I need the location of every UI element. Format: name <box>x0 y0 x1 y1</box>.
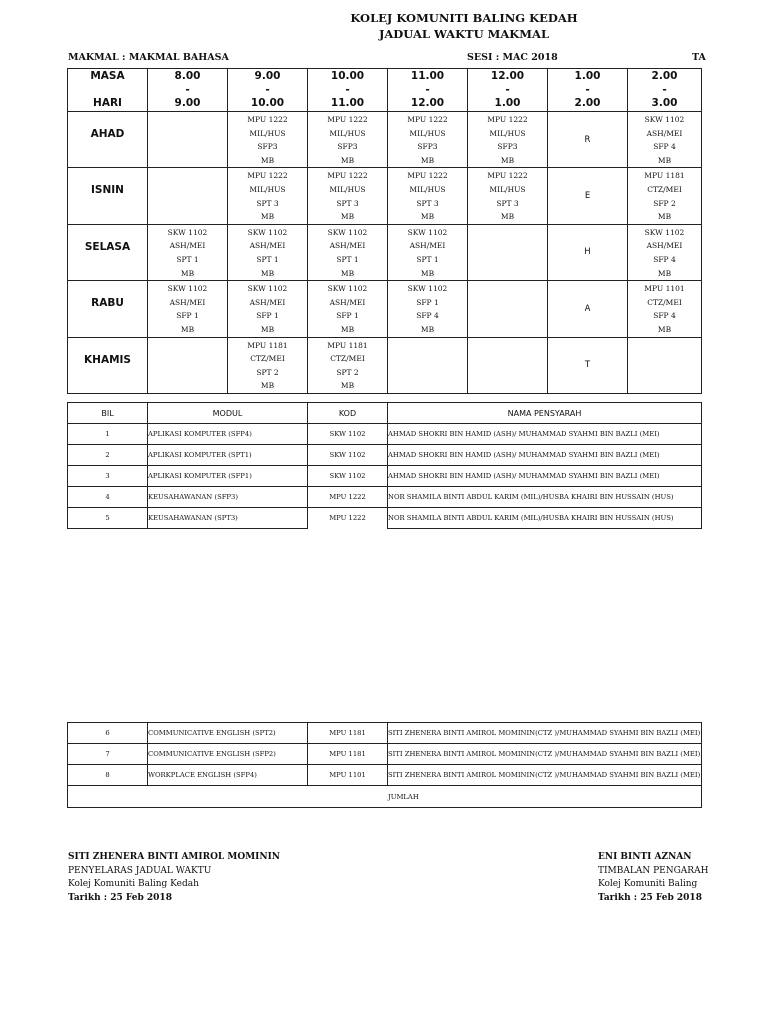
class-slot <box>388 281 468 337</box>
slot-line: SFP3 <box>257 142 278 152</box>
slot-line: SPT 3 <box>416 198 439 208</box>
slot-line: MIL/HUS <box>409 128 446 138</box>
jumlah-row <box>68 786 702 808</box>
slot-line: SPT 3 <box>496 198 519 208</box>
class-slot <box>228 168 308 224</box>
slot-line: SKW 1102 <box>327 284 368 294</box>
signer-role: TIMBALAN PENGARAH <box>598 865 709 876</box>
kod-cell: MPU 1222 <box>308 508 388 529</box>
time-start: 10.00 <box>330 70 365 82</box>
nama-cell: AHMAD SHOKRI BIN HAMID (ASH)/ MUHAMMAD SYAHMI BIN BAZLI (MEI) <box>388 445 702 466</box>
slot-line: MB <box>420 324 435 334</box>
nama-cell: NOR SHAMILA BINTI ABDUL KARIM (MIL)/HUSBA KHAIRI BIN HUSSAIN (HUS) <box>388 508 702 529</box>
slot-line: MB <box>657 155 672 165</box>
day-label: ISNIN <box>68 168 148 224</box>
nama-cell: AHMAD SHOKRI BIN HAMID (ASH)/ MUHAMMAD SYAHMI BIN BAZLI (MEI) <box>388 466 702 487</box>
nama-cell: NOR SHAMILA BINTI ABDUL KARIM (MIL)/HUSBA KHAIRI BIN HUSSAIN (HUS) <box>388 487 702 508</box>
bil-cell: 6 <box>68 723 148 744</box>
slot-line: SKW 1102 <box>247 227 288 237</box>
bil-cell: 4 <box>68 487 148 508</box>
time-dash: - <box>345 84 350 96</box>
modul-cell: COMMUNICATIVE ENGLISH (SPT2) <box>148 723 308 744</box>
nama-header: NAMA PENSYARAH <box>388 403 702 424</box>
slot-line: SKW 1102 <box>327 227 368 237</box>
modul-cell: KEUSAHAWANAN (SPT3) <box>148 508 308 529</box>
slot-line: MPU 1222 <box>327 171 368 181</box>
slot-line: SFP 1 <box>256 311 279 321</box>
time-slot-header <box>308 69 388 112</box>
slot-line: MIL/HUS <box>329 128 366 138</box>
slot-line: MPU 1222 <box>487 115 528 124</box>
signature-right <box>598 851 768 905</box>
slot-line: SFP 1 <box>176 311 199 321</box>
slot-line: MB <box>657 268 672 278</box>
class-slot <box>388 224 468 280</box>
class-slot <box>388 168 468 224</box>
slot-line: ASH/MEI <box>409 241 446 251</box>
slot-line: MPU 1222 <box>327 115 368 124</box>
day-row <box>68 281 702 337</box>
slot-line: SFP 4 <box>653 254 676 264</box>
time-header-row <box>68 69 702 112</box>
slot-line: ASH/MEI <box>646 128 683 138</box>
slot-line: ASH/MEI <box>249 297 286 307</box>
college-title: KOLEJ KOMUNITI BALING KEDAH <box>350 11 578 25</box>
signer-name: ENI BINTI AZNAN <box>598 852 692 862</box>
class-slot <box>308 112 388 168</box>
class-slot <box>628 337 702 393</box>
time-slot-header <box>148 69 228 112</box>
makmal-label: MAKMAL : MAKMAL BAHASA <box>68 52 229 63</box>
slot-line: SFP3 <box>337 142 358 152</box>
time-slot-header <box>228 69 308 112</box>
timetable <box>67 68 702 394</box>
masa-hari-header <box>68 69 148 112</box>
slot-line: SPT 2 <box>336 367 359 377</box>
slot-line: SFP3 <box>417 142 438 152</box>
slot-line: MIL/HUS <box>489 128 526 138</box>
slot-line: MIL/HUS <box>249 128 286 138</box>
bil-header: BIL <box>68 403 148 424</box>
slot-line: MB <box>657 212 672 222</box>
signer-org: Kolej Komuniti Baling Kedah <box>68 879 199 889</box>
kod-cell: MPU 1222 <box>308 487 388 508</box>
nama-cell: SITI ZHENERA BINTI AMIROL MOMININ(CTZ )/MUHAMMAD SYAHMI BIN BAZLI (MEI) <box>388 723 702 744</box>
slot-line: SPT 1 <box>256 254 279 264</box>
modul-cell: COMMUNICATIVE ENGLISH (SFP2) <box>148 744 308 765</box>
class-slot <box>468 112 548 168</box>
signature-left <box>68 851 280 905</box>
break-letter: H <box>548 224 628 280</box>
kod-cell: SKW 1102 <box>308 424 388 445</box>
class-slot <box>468 168 548 224</box>
table-row <box>68 508 702 529</box>
nama-cell: SITI ZHENERA BINTI AMIROL MOMININ(CTZ )/MUHAMMAD SYAHMI BIN BAZLI (MEI) <box>388 744 702 765</box>
class-slot <box>228 281 308 337</box>
time-start: 11.00 <box>410 70 445 82</box>
slot-line: SPT 2 <box>256 367 279 377</box>
slot-line: MB <box>420 155 435 165</box>
time-end: 10.00 <box>250 97 285 109</box>
time-start: 2.00 <box>651 70 678 82</box>
slot-line: MB <box>180 268 195 278</box>
header-spacer <box>68 84 147 96</box>
slot-line: CTZ/MEI <box>330 354 365 364</box>
modul-cell: APLIKASI KOMPUTER (SFP4) <box>148 424 308 445</box>
slot-line: MIL/HUS <box>329 184 366 194</box>
time-dash: - <box>425 84 430 96</box>
bil-cell: 1 <box>68 424 148 445</box>
class-slot <box>228 224 308 280</box>
table-row <box>68 445 702 466</box>
slot-line: ASH/MEI <box>646 241 683 251</box>
cut-off-label: TA <box>692 52 706 63</box>
slot-line: MIL/HUS <box>249 184 286 194</box>
class-slot <box>308 337 388 393</box>
masa-label: MASA <box>90 70 125 82</box>
time-end: 12.00 <box>410 97 445 109</box>
slot-line: MB <box>420 212 435 222</box>
slot-line: SPT 3 <box>256 198 279 208</box>
class-slot <box>148 337 228 393</box>
slot-line: MPU 1181 <box>644 171 685 181</box>
day-label: AHAD <box>68 112 148 168</box>
slot-line: MPU 1222 <box>247 115 288 124</box>
signer-role: PENYELARAS JADUAL WAKTU <box>68 865 212 876</box>
class-slot <box>228 337 308 393</box>
slot-line: MIL/HUS <box>409 184 446 194</box>
time-slot-header <box>388 69 468 112</box>
slot-line: SKW 1102 <box>167 284 208 294</box>
class-slot <box>308 224 388 280</box>
slot-line: SFP 2 <box>653 198 676 208</box>
class-slot <box>308 281 388 337</box>
break-letter: E <box>548 168 628 224</box>
slot-line: SFP3 <box>497 142 518 152</box>
slot-line: MB <box>260 212 275 222</box>
time-end: 2.00 <box>574 97 601 109</box>
time-end: 9.00 <box>174 97 201 109</box>
slot-line: MPU 1222 <box>407 171 448 181</box>
class-slot <box>148 112 228 168</box>
kod-cell: MPU 1181 <box>308 744 388 765</box>
bil-cell: 8 <box>68 765 148 786</box>
slot-line: SFP 4 <box>653 311 676 321</box>
hari-label: HARI <box>93 97 122 109</box>
nama-cell: AHMAD SHOKRI BIN HAMID (ASH)/ MUHAMMAD SYAHMI BIN BAZLI (MEI) <box>388 424 702 445</box>
class-slot <box>388 337 468 393</box>
modul-cell: APLIKASI KOMPUTER (SPT1) <box>148 445 308 466</box>
day-row <box>68 168 702 224</box>
slot-line: MPU 1181 <box>327 340 368 350</box>
kod-cell: MPU 1181 <box>308 723 388 744</box>
day-label: SELASA <box>68 224 148 280</box>
slot-line: SKW 1102 <box>644 227 685 237</box>
class-slot <box>468 281 548 337</box>
time-dash: - <box>185 84 190 96</box>
slot-line: CTZ/MEI <box>647 184 682 194</box>
table-row <box>68 723 702 744</box>
bil-cell: 7 <box>68 744 148 765</box>
slot-line: MB <box>500 155 515 165</box>
slot-line: ASH/MEI <box>329 297 366 307</box>
class-slot <box>468 224 548 280</box>
slot-line: SFP 1 <box>336 311 359 321</box>
slot-line: MB <box>340 381 355 391</box>
sesi-label: SESI : MAC 2018 <box>467 52 558 63</box>
slot-line: MB <box>260 324 275 334</box>
slot-line: MB <box>260 381 275 391</box>
slot-line: MPU 1222 <box>487 171 528 181</box>
slot-line: CTZ/MEI <box>250 354 285 364</box>
time-dash: - <box>662 84 667 96</box>
slot-line: SKW 1102 <box>167 227 208 237</box>
time-start: 8.00 <box>174 70 201 82</box>
subject-table-continued <box>67 722 702 808</box>
timetable-title: JADUAL WAKTU MAKMAL <box>378 27 550 41</box>
day-label: RABU <box>68 281 148 337</box>
bil-cell: 2 <box>68 445 148 466</box>
slot-line: SFP 1 <box>416 297 439 307</box>
bil-cell: 3 <box>68 466 148 487</box>
slot-line: SKW 1102 <box>247 284 288 294</box>
slot-line: ASH/MEI <box>329 241 366 251</box>
signer-org: Kolej Komuniti Baling <box>598 879 698 889</box>
time-start: 9.00 <box>254 70 281 82</box>
class-slot <box>628 112 702 168</box>
break-letter: T <box>548 337 628 393</box>
slot-line: SPT 1 <box>336 254 359 264</box>
slot-line: ASH/MEI <box>169 241 206 251</box>
slot-line: SPT 1 <box>416 254 439 264</box>
slot-line: SKW 1102 <box>407 284 448 294</box>
slot-line: MB <box>340 212 355 222</box>
class-slot <box>308 168 388 224</box>
subject-table-header <box>68 403 702 424</box>
time-end: 11.00 <box>330 97 365 109</box>
slot-line: MB <box>180 324 195 334</box>
day-label: KHAMIS <box>68 337 148 393</box>
class-slot <box>388 112 468 168</box>
day-row <box>68 112 702 168</box>
time-dash: - <box>505 84 510 96</box>
kod-header: KOD <box>308 403 388 424</box>
signer-name: SITI ZHENERA BINTI AMIROL MOMININ <box>68 852 281 862</box>
class-slot <box>628 281 702 337</box>
class-slot <box>148 168 228 224</box>
slot-line: SPT 1 <box>176 254 199 264</box>
time-slot-header <box>468 69 548 112</box>
slot-line: MPU 1181 <box>247 340 288 350</box>
slot-line: MB <box>657 324 672 334</box>
slot-line: MPU 1101 <box>644 284 685 294</box>
slot-line: SFP 4 <box>653 142 676 152</box>
time-dash: - <box>585 84 590 96</box>
slot-line: MB <box>500 212 515 222</box>
time-slot-header <box>548 69 628 112</box>
table-row <box>68 487 702 508</box>
slot-line: MB <box>340 155 355 165</box>
slot-line: MPU 1222 <box>407 115 448 124</box>
break-letter: R <box>548 112 628 168</box>
slot-line: SKW 1102 <box>644 115 685 124</box>
class-slot <box>148 224 228 280</box>
day-row <box>68 337 702 393</box>
time-end: 3.00 <box>651 97 678 109</box>
class-slot <box>628 168 702 224</box>
class-slot <box>228 112 308 168</box>
slot-line: SFP 4 <box>416 311 439 321</box>
kod-cell: SKW 1102 <box>308 445 388 466</box>
modul-header: MODUL <box>148 403 308 424</box>
time-dash: - <box>265 84 270 96</box>
slot-line: ASH/MEI <box>169 297 206 307</box>
time-slot-header <box>628 69 702 112</box>
time-end: 1.00 <box>494 97 521 109</box>
table-row <box>68 744 702 765</box>
slot-line: SPT 3 <box>336 198 359 208</box>
subject-table <box>67 402 702 529</box>
slot-line: SKW 1102 <box>407 227 448 237</box>
slot-line: MPU 1222 <box>247 171 288 181</box>
time-start: 1.00 <box>574 70 601 82</box>
class-slot <box>148 281 228 337</box>
modul-cell: WORKPLACE ENGLISH (SFP4) <box>148 765 308 786</box>
time-start: 12.00 <box>490 70 525 82</box>
slot-line: MB <box>420 268 435 278</box>
bil-cell: 5 <box>68 508 148 529</box>
nama-cell: SITI ZHENERA BINTI AMIROL MOMININ(CTZ )/MUHAMMAD SYAHMI BIN BAZLI (MEI) <box>388 765 702 786</box>
slot-line: MB <box>260 268 275 278</box>
kod-cell: MPU 1101 <box>308 765 388 786</box>
class-slot <box>468 337 548 393</box>
slot-line: MB <box>340 324 355 334</box>
jumlah-cell: JUMLAH <box>68 786 702 808</box>
signer-date: Tarikh : 25 Feb 2018 <box>598 892 702 903</box>
modul-cell: KEUSAHAWANAN (SFP3) <box>148 487 308 508</box>
table-row <box>68 466 702 487</box>
slot-line: CTZ/MEI <box>647 297 682 307</box>
slot-line: ASH/MEI <box>249 241 286 251</box>
break-letter: A <box>548 281 628 337</box>
slot-line: MIL/HUS <box>489 184 526 194</box>
kod-cell: SKW 1102 <box>308 466 388 487</box>
slot-line: MB <box>260 155 275 165</box>
table-row <box>68 765 702 786</box>
table-row <box>68 424 702 445</box>
slot-line: MB <box>340 268 355 278</box>
signer-date: Tarikh : 25 Feb 2018 <box>68 892 172 903</box>
modul-cell: APLIKASI KOMPUTER (SFP1) <box>148 466 308 487</box>
day-row <box>68 224 702 280</box>
class-slot <box>628 224 702 280</box>
